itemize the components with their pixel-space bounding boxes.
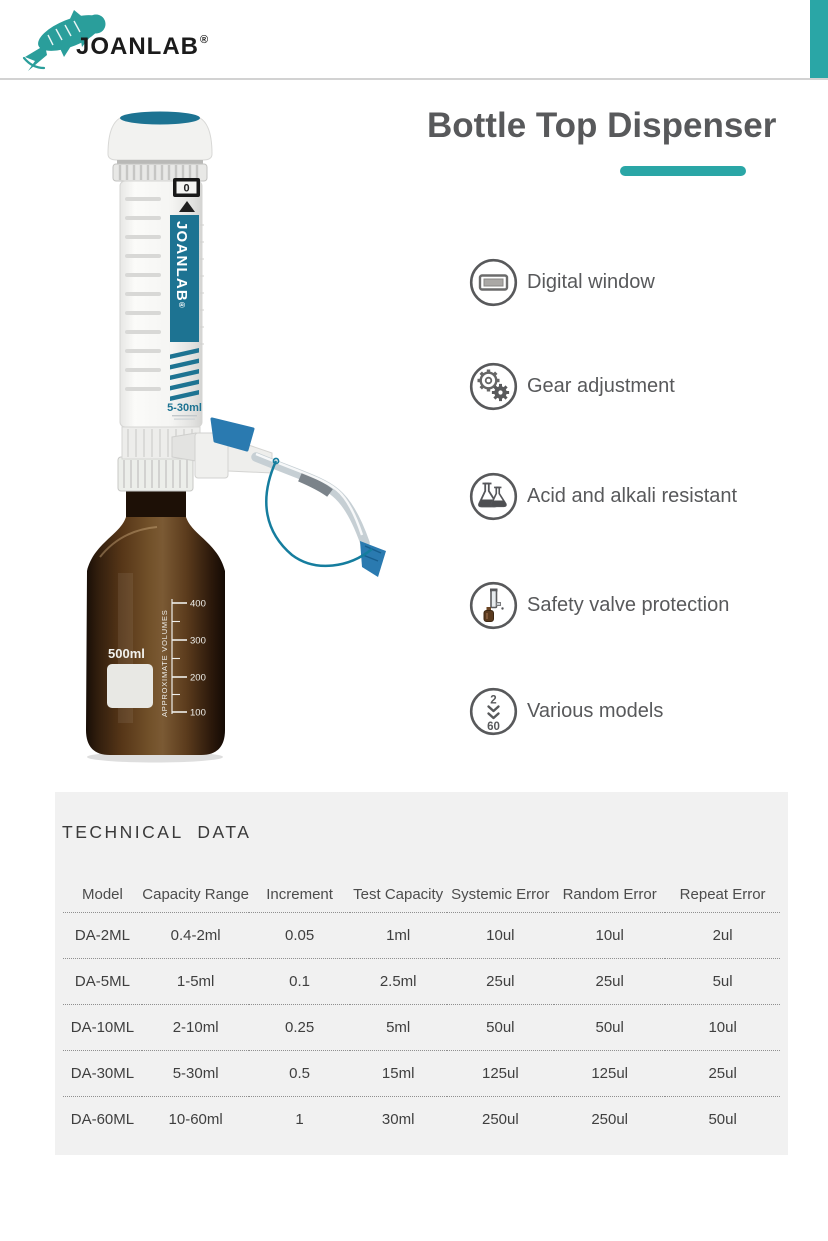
table-cell: 0.05 bbox=[249, 913, 349, 959]
table-cell: 50ul bbox=[708, 1111, 737, 1128]
table-cell: 2-10ml bbox=[142, 1005, 250, 1051]
dispenser-brand-text: JOANLAB® bbox=[173, 221, 190, 310]
table-cell: 10ul bbox=[554, 913, 665, 959]
header bbox=[0, 0, 828, 80]
feature-item bbox=[469, 258, 655, 307]
table-cell: DA-10ML bbox=[63, 1005, 142, 1051]
svg-text:300: 300 bbox=[190, 635, 206, 647]
column-header: Model bbox=[63, 876, 142, 913]
table-cell: 250ul bbox=[481, 1111, 519, 1128]
dispenser-cap-top bbox=[120, 112, 200, 125]
header-accent-block bbox=[810, 0, 828, 78]
table-row bbox=[63, 913, 780, 959]
table-cell: 10ul bbox=[447, 913, 555, 959]
table-row bbox=[63, 1097, 780, 1143]
table-cell: 5-30ml bbox=[142, 1051, 250, 1097]
technical-data-heading: TECHNICAL DATA bbox=[62, 822, 252, 842]
table-cell: DA-30ML bbox=[63, 1051, 142, 1097]
table-cell: 0.25 bbox=[249, 1005, 349, 1051]
column-header: Random Error bbox=[554, 876, 665, 913]
table-cell: 0.4-2ml bbox=[142, 913, 250, 959]
volume-range-label: 5-30ml bbox=[167, 402, 202, 414]
table-cell: 1-5ml bbox=[142, 959, 250, 1005]
table-cell: 15ml bbox=[350, 1051, 447, 1097]
feature-label: Various models bbox=[527, 700, 664, 722]
column-header: Test Capacity bbox=[350, 876, 447, 913]
model-range-icon bbox=[469, 687, 518, 736]
range-min: 2 bbox=[490, 694, 497, 707]
column-header: Repeat Error bbox=[665, 876, 780, 913]
column-header: Capacity Range bbox=[142, 876, 250, 913]
technical-data-table bbox=[63, 876, 780, 1142]
bottle-label-patch bbox=[107, 664, 153, 708]
feature-label: Digital window bbox=[527, 271, 655, 293]
feature-label: Gear adjustment bbox=[527, 375, 675, 397]
table-cell: 25ul bbox=[665, 1051, 780, 1097]
reagent-bottle bbox=[86, 488, 225, 763]
title-underline bbox=[620, 166, 746, 176]
table-cell: 10-60ml bbox=[168, 1111, 223, 1128]
table-cell: 2.5ml bbox=[350, 959, 447, 1005]
feature-item bbox=[469, 362, 675, 411]
product-image bbox=[60, 105, 420, 775]
flask-icon bbox=[469, 472, 518, 521]
gear-icon bbox=[469, 362, 518, 411]
feature-item bbox=[469, 472, 737, 521]
table-header-row bbox=[63, 876, 780, 913]
table-cell: DA-60ML bbox=[70, 1111, 135, 1128]
table-cell: 0.1 bbox=[249, 959, 349, 1005]
technical-data-panel bbox=[55, 792, 788, 1155]
feature-item bbox=[469, 581, 729, 630]
dispenser-display-value: 0 bbox=[183, 182, 190, 195]
bottle-volume-label: 500ml bbox=[108, 646, 145, 661]
table-cell: 1 bbox=[295, 1111, 304, 1128]
table-cell: 125ul bbox=[447, 1051, 555, 1097]
registered-mark: ® bbox=[200, 34, 210, 46]
table-cell: 250ul bbox=[591, 1111, 629, 1128]
feature-item bbox=[469, 687, 663, 736]
table-row bbox=[63, 1005, 780, 1051]
column-header: Increment bbox=[249, 876, 349, 913]
table-cell: 50ul bbox=[447, 1005, 555, 1051]
table-cell: DA-5ML bbox=[63, 959, 142, 1005]
table-cell: DA-2ML bbox=[63, 913, 142, 959]
bottle-cap bbox=[118, 457, 193, 491]
safety-valve-icon bbox=[469, 581, 518, 630]
table-row bbox=[63, 1051, 780, 1097]
feature-label: Acid and alkali resistant bbox=[527, 485, 738, 507]
brand-name: JOANLAB® bbox=[76, 33, 210, 60]
table-cell: 10ul bbox=[665, 1005, 780, 1051]
svg-text:200: 200 bbox=[190, 672, 206, 684]
column-header: Systemic Error bbox=[447, 876, 555, 913]
svg-text:100: 100 bbox=[190, 707, 206, 719]
table-cell: 0.5 bbox=[249, 1051, 349, 1097]
range-max: 60 bbox=[487, 721, 500, 733]
table-cell: 2ul bbox=[665, 913, 780, 959]
table-cell: 25ul bbox=[447, 959, 555, 1005]
table-cell: 25ul bbox=[554, 959, 665, 1005]
table-cell: 125ul bbox=[554, 1051, 665, 1097]
bottle-scale-title: APPROXIMATE VOLUMES bbox=[160, 609, 169, 717]
svg-text:400: 400 bbox=[190, 598, 206, 610]
table-cell: 5ul bbox=[665, 959, 780, 1005]
table-cell: 5ml bbox=[350, 1005, 447, 1051]
table-cell: 50ul bbox=[554, 1005, 665, 1051]
page-title: Bottle Top Dispenser bbox=[427, 106, 777, 145]
table-row bbox=[63, 959, 780, 1005]
digital-window-icon bbox=[469, 258, 518, 307]
table-cell: 1ml bbox=[350, 913, 447, 959]
table-cell: 30ml bbox=[381, 1111, 415, 1128]
feature-label: Safety valve protection bbox=[527, 594, 730, 616]
